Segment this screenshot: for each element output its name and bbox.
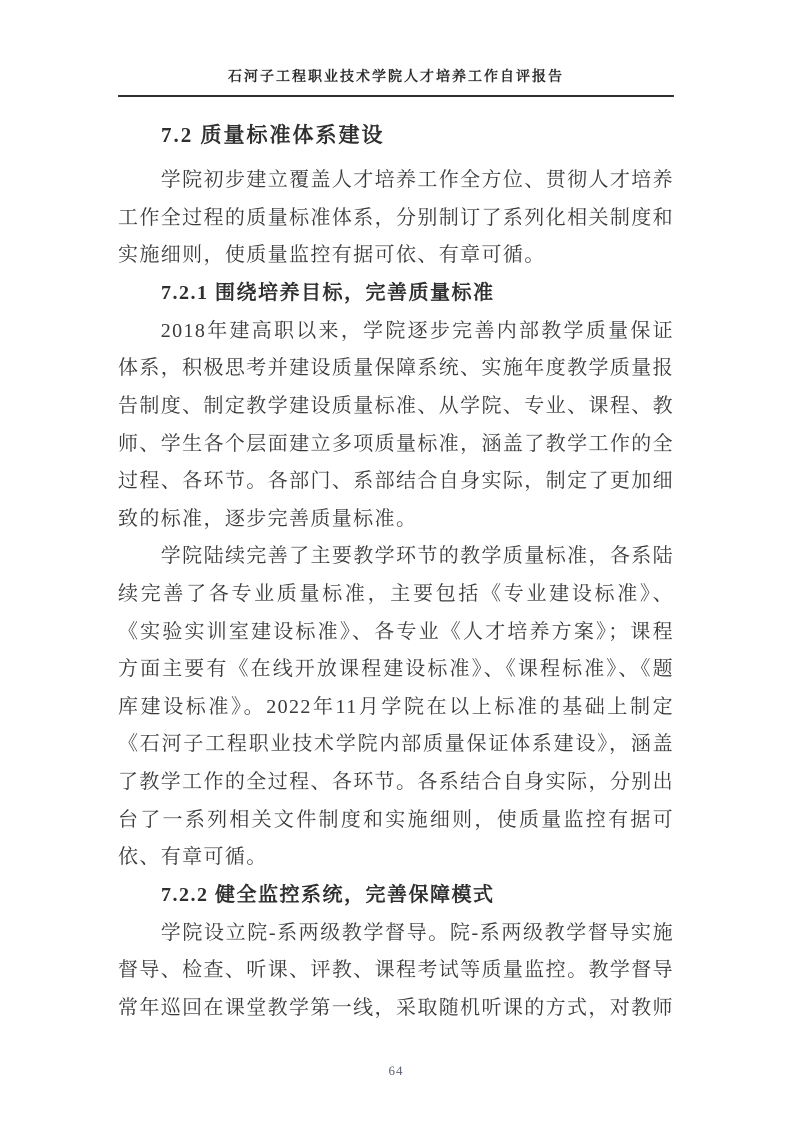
subsection-7-2-2-paragraph-1: 学院设立院-系两级教学督导。院-系两级教学督导实施督导、检查、听课、评教、课程考试等质量监控。教学督导常年巡回在课堂教学第一线，采取随机听课的方式，对教师 — [118, 921, 674, 1019]
subsection-7-2-1-paragraph-2: 学院陆续完善了主要教学环节的教学质量标准，各系陆续完善了各专业质量标准，主要包括《专业建设标准》、《实验实训室建设标准》、各专业《人才培养方案》；课程方面主要有《在线开放课程建设标准》、《课程标准》、《题库建设标准》。2022年11月学院在以上标准的基础上制定《石河子工程职业技术学院内部质量保证体系建设》，涵盖了教学工作的全过程、各环节。各系结合自身实际，分别出台了一系列相关文件制度和实施细则，使质量监控有据可依、有章可循。 — [118, 545, 674, 869]
section-intro-paragraph: 学院初步建立覆盖人才培养工作全方位、贯彻人才培养工作全过程的质量标准体系，分别制订了系列化相关制度和实施细则，使质量监控有据可依、有章可循。 — [118, 169, 674, 267]
page-number: 64 — [388, 1063, 404, 1078]
subsection-7-2-1-paragraph-1: 2018年建高职以来，学院逐步完善内部教学质量保证体系，积极思考并建设质量保障系统、实施年度教学质量报告制度、制定教学建设质量标准、从学院、专业、课程、教师、学生各个层面建立多项质量标准，涵盖了教学工作的全过程、各环节。各部门、系部结合自身实际，制定了更加细致的标准，逐步完善质量标准。 — [118, 319, 674, 530]
page-footer — [0, 1062, 792, 1080]
subsection-7-2-2-heading: 7.2.2 健全监控系统，完善保障模式 — [161, 883, 495, 906]
section-7-2-title: 7.2 质量标准体系建设 — [161, 123, 385, 147]
running-head-title: 石河子工程职业技术学院人才培养工作自评报告 — [118, 66, 674, 97]
subsection-7-2-1-heading: 7.2.1 围绕培养目标，完善质量标准 — [161, 281, 495, 304]
page-header — [118, 0, 674, 97]
document-body — [118, 108, 674, 1027]
